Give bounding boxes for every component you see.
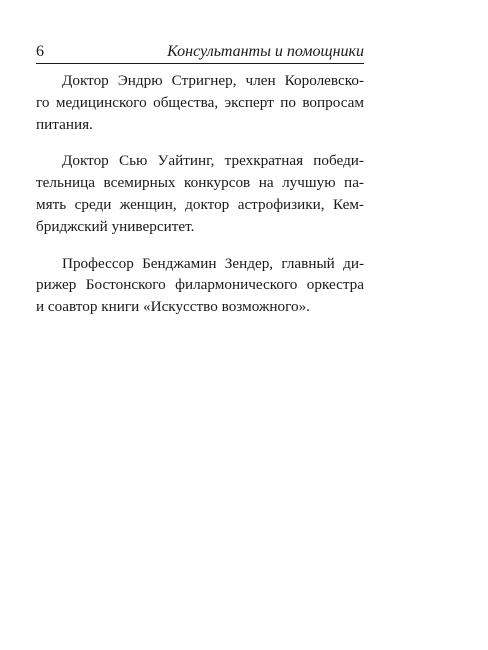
running-head xyxy=(36,42,364,66)
text-line: рижер Бостонского филармонического оркестра xyxy=(36,276,364,294)
text-line: мять среди женщин, доктор астрофизики, Кем- xyxy=(36,195,364,213)
text-line: тельница всемирных конкурсов на лучшую па- xyxy=(36,174,364,192)
text-line: бриджский университет. xyxy=(36,217,195,235)
paragraph-strigner xyxy=(36,70,364,135)
text-line: и соавтор книги «Искусство возможного». xyxy=(36,298,310,316)
page-number: 6 xyxy=(36,43,44,60)
text-line: го медицинского общества, эксперт по вопросам xyxy=(36,93,364,111)
running-title: Консультанты и помощники xyxy=(167,43,364,60)
text-line: питания. xyxy=(36,115,93,133)
paragraph-whiting xyxy=(36,150,364,237)
header-rule xyxy=(36,63,364,64)
body-text xyxy=(36,70,364,333)
text-line: Профессор Бенджамин Зендер, главный ди- xyxy=(62,254,364,272)
text-line: Доктор Эндрю Стригнер, член Королевско- xyxy=(62,72,364,89)
text-line: Доктор Сью Уайтинг, трехкратная победи- xyxy=(62,152,364,170)
paragraph-zander xyxy=(36,253,364,318)
